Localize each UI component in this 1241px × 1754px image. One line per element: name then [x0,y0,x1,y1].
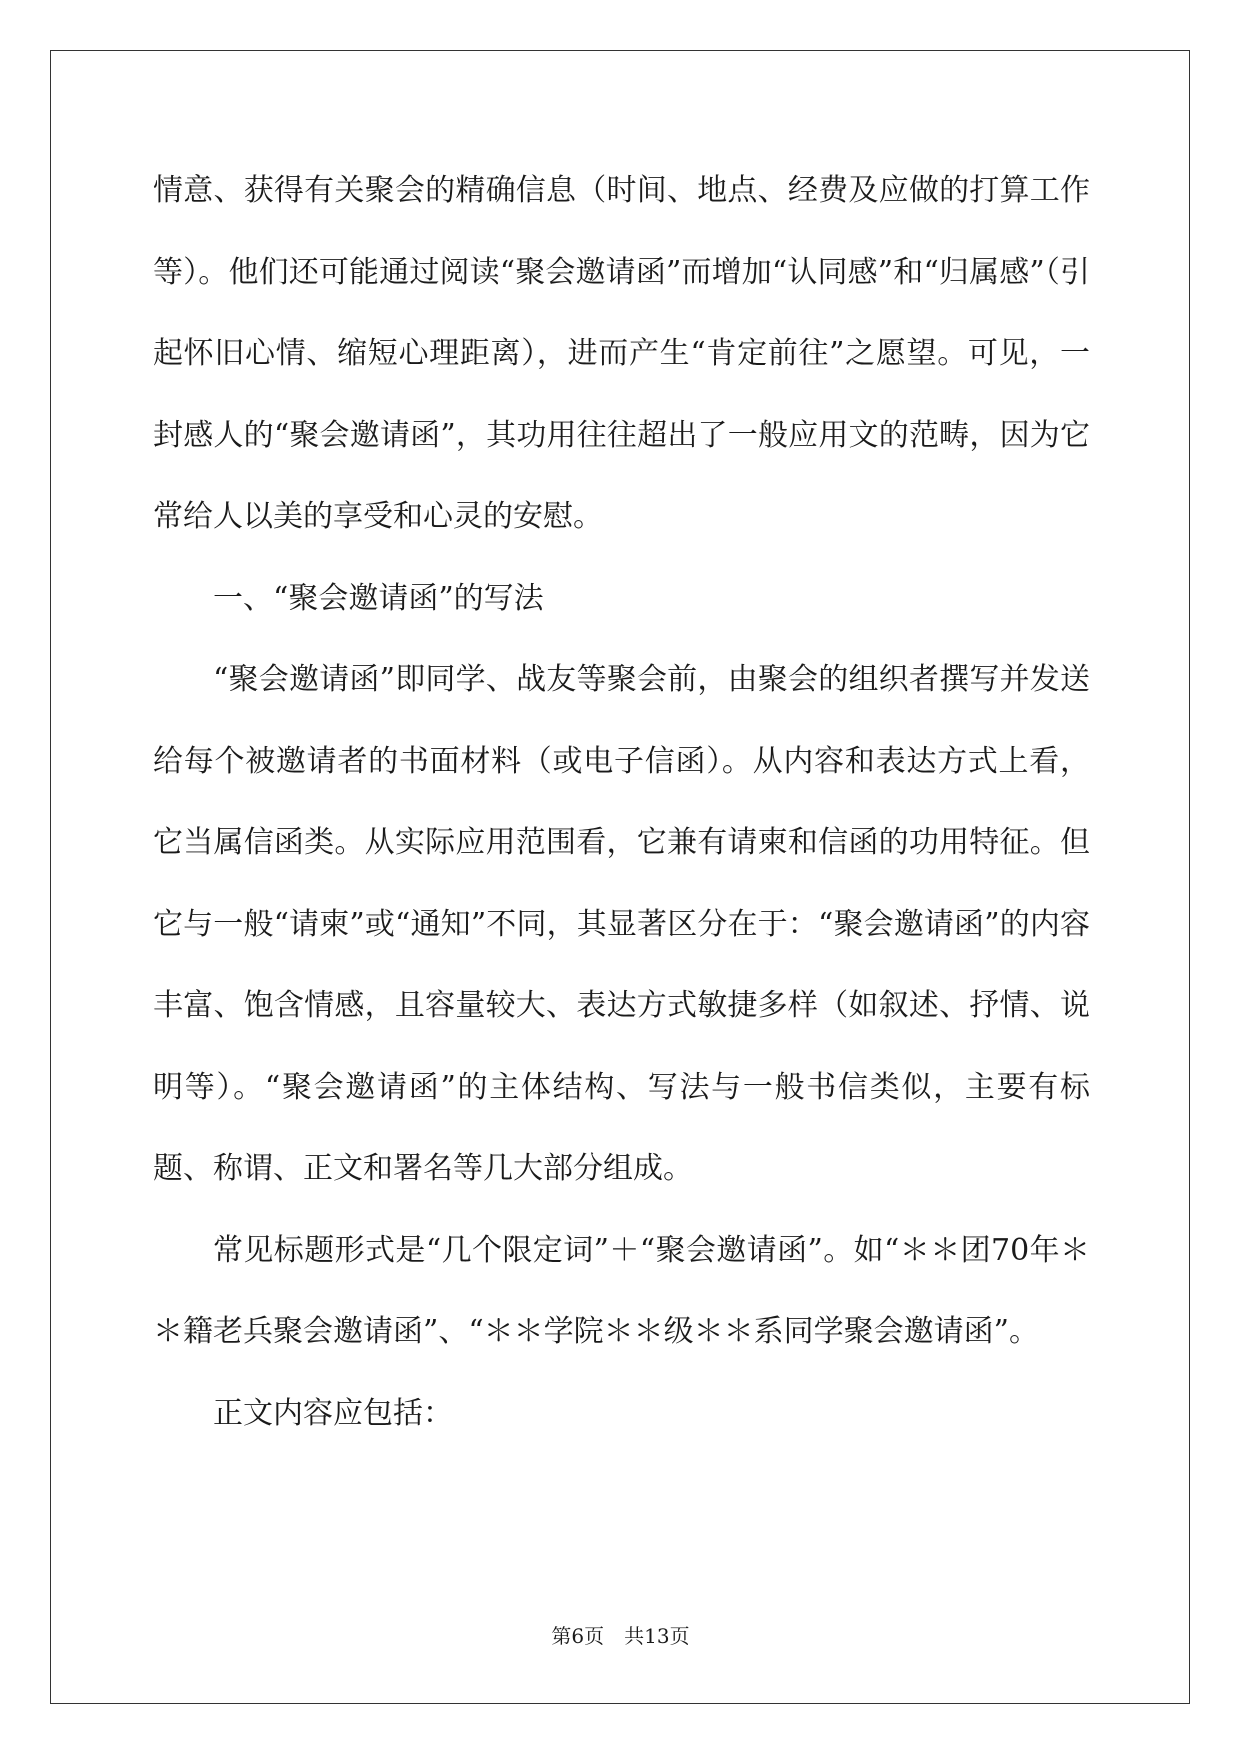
paragraph-definition: “聚会邀请函”即同学、战友等聚会前，由聚会的组织者撰写并发送给每个被邀请者的书面材料（或电子信函）。从内容和表达方式上看，它当属信函类。从实际应用范围看，它兼有请柬和信函的功用特征。但它与一般“请柬”或“通知”不同，其显著区分在于：“聚会邀请函”的内容丰富、饱含情感，且容量较大、表达方式敏捷多样（如叙述、抒情、说明等）。“聚会邀请函”的主体结构、写法与一般书信类似，主要有标题、称谓、正文和署名等几大部分组成。 [153,662,1090,1186]
paragraph-title-format: 常见标题形式是“几个限定词”＋“聚会邀请函”。如“＊＊团70年＊＊籍老兵聚会邀请函”、“＊＊学院＊＊级＊＊系同学聚会邀请函”。 [153,1232,1090,1349]
page-footer [0,1620,1241,1649]
section-heading: 一、“聚会邀请函”的写法 [213,580,544,616]
page-total: 共13页 [624,1624,690,1648]
document-body [153,150,1090,1454]
page-number: 第6页 [551,1624,605,1648]
paragraph-continuation: 情意、获得有关聚会的精确信息（时间、地点、经费及应做的打算工作等）。他们还可能通过阅读“聚会邀请函”而增加“认同感”和“归属感”（引起怀旧心情、缩短心理距离），进而产生“肯定前往”之愿望。可见，一封感人的“聚会邀请函”，其功用往往超出了一般应用文的范畴，因为它常给人以美的享受和心灵的安慰。 [153,173,1090,534]
paragraph-body-contents: 正文内容应包括： [213,1395,453,1431]
